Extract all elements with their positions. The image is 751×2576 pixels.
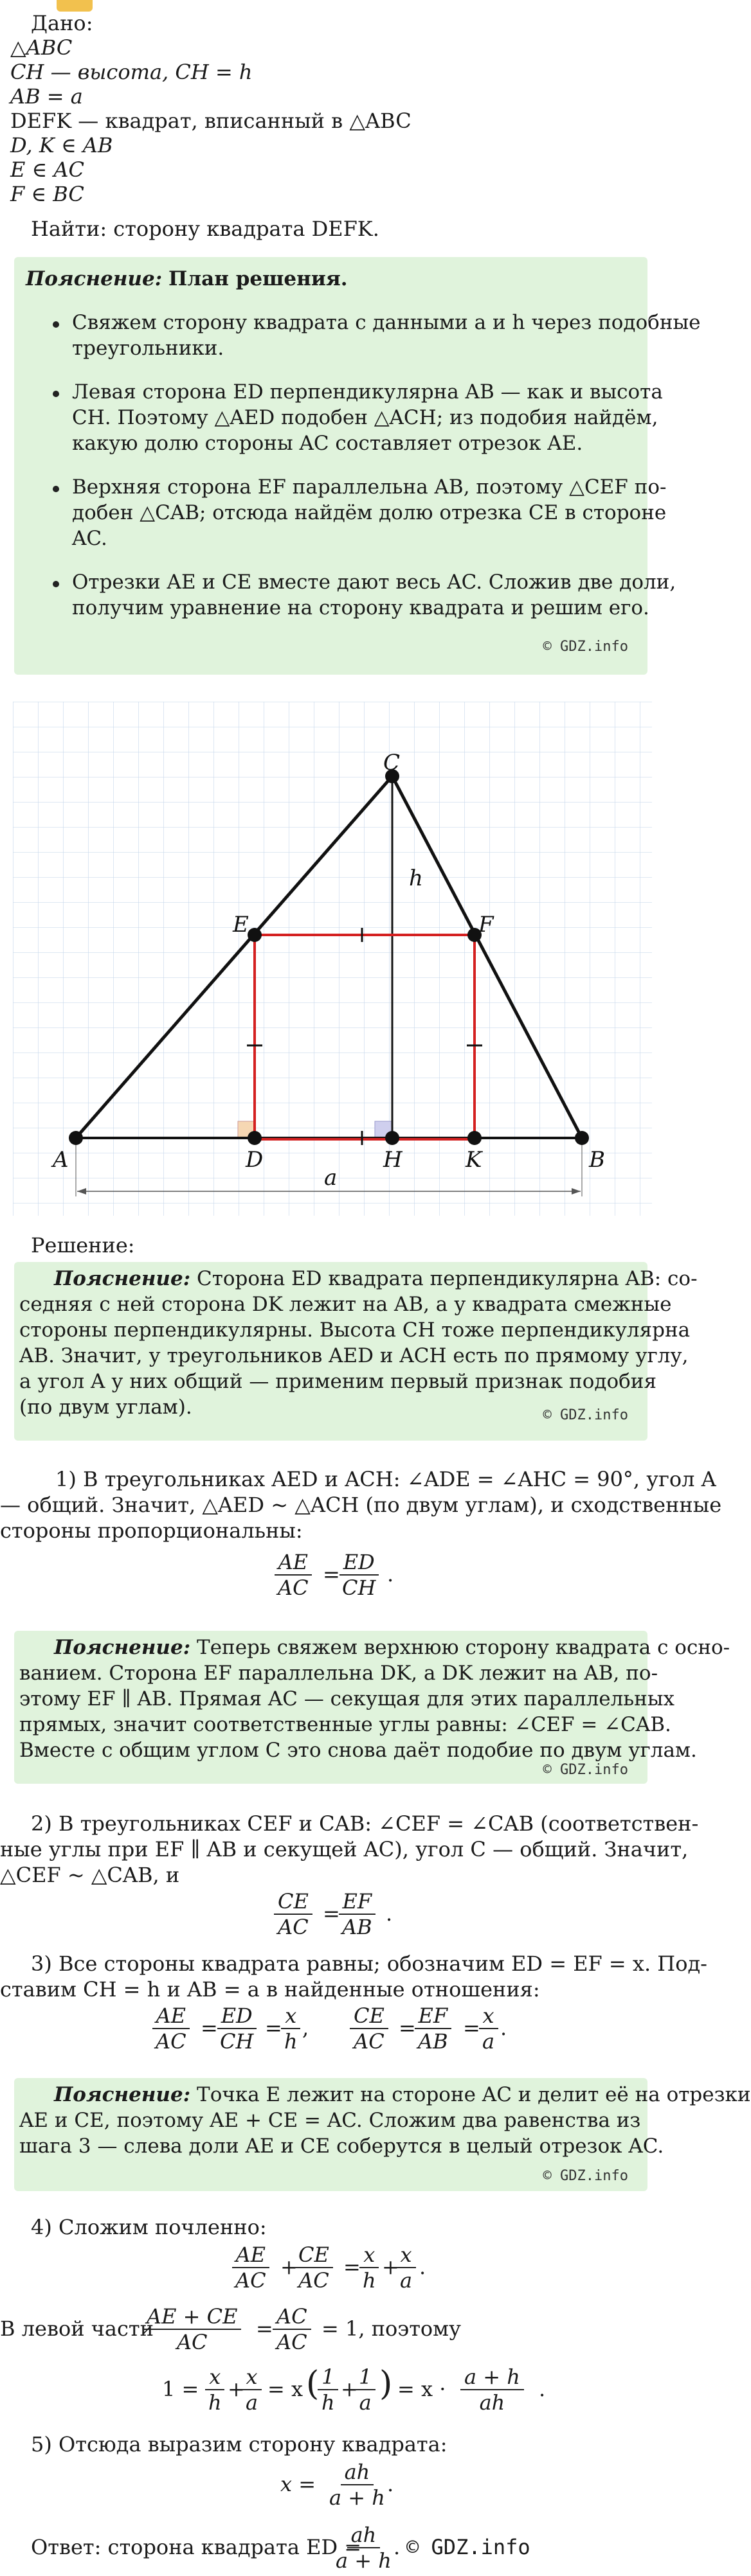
expression: x =	[280, 2472, 316, 2496]
denominator: AC	[298, 2268, 329, 2293]
fraction	[274, 1889, 312, 1939]
fraction	[478, 2003, 498, 2054]
plan-bullet-line: CH. Поэтому △AED подобен △ACH; из подобия найдём,	[72, 406, 658, 429]
denominator: AC	[278, 1915, 309, 1939]
given-line: DEFK — квадрат, вписанный в △ABC	[10, 109, 412, 133]
numerator: ED	[217, 2003, 257, 2029]
numerator: ah	[341, 2460, 374, 2485]
given-line: CH — высота, CH = h	[10, 60, 253, 84]
label-a: a	[324, 1165, 338, 1191]
denominator: AC	[235, 2268, 266, 2293]
numerator: x	[242, 2365, 262, 2390]
given-line: AB = a	[10, 84, 83, 109]
comma: ,	[302, 2016, 309, 2040]
plan-bullet-line: Левая сторона ED перпендикулярна AB — как и высота	[72, 380, 663, 404]
equals-sign: =	[201, 2016, 218, 2040]
period: .	[539, 2377, 546, 2401]
expression: = x ·	[397, 2377, 446, 2401]
explanation-line	[54, 1635, 730, 1660]
watermark: © GDZ.info	[543, 639, 628, 655]
explanation-line: седняя с ней сторона DK лежит на AB, а у квадрата смежные	[19, 1293, 672, 1316]
fraction	[414, 2003, 452, 2054]
denominator: AC	[354, 2029, 385, 2054]
plan-bullet-line: какую долю стороны AC составляет отрезок AE.	[72, 432, 583, 455]
explanation-line: (по двум углам).	[19, 1396, 192, 1419]
point-H	[385, 1131, 399, 1145]
step5-label: 5) Отсюда выразим сторону квадрата:	[31, 2432, 448, 2456]
explanation-box-1	[14, 1262, 698, 1441]
plan-bullet-line: треугольники.	[72, 337, 224, 360]
denominator: a	[359, 2390, 372, 2415]
fraction	[396, 2243, 416, 2293]
explanation-title: Пояснение:	[54, 1636, 191, 1659]
explanation-line: этому EF ∥ AB. Прямая AC — секущая для этих параллельных	[19, 1687, 675, 1710]
equals-sign: =	[343, 2255, 361, 2279]
fraction	[152, 2003, 190, 2054]
plus-sign: +	[280, 2255, 298, 2279]
equals-sign: =	[463, 2016, 480, 2040]
numerator: CE	[274, 1889, 312, 1915]
numerator: ah	[347, 2523, 381, 2548]
explanation-box-2	[14, 1631, 730, 1784]
step3-line: 3) Все стороны квадрата равны; обозначим ED = EF = x. Под-	[31, 1951, 707, 1976]
bullet-icon	[53, 321, 59, 328]
fraction	[318, 2365, 339, 2415]
fraction	[338, 1550, 379, 1600]
equals-sign: =	[323, 1901, 340, 1926]
numerator: CE	[350, 2003, 388, 2029]
bullet-icon	[53, 391, 59, 397]
plan-bullet-line: добен △CAB; отсюда найдём долю отрезка CE в стороне	[72, 501, 667, 524]
fraction	[231, 2243, 270, 2293]
denominator: CH	[342, 1576, 376, 1600]
plan-bullet-line: Свяжем сторону квадрата с данными a и h через подобные	[72, 311, 701, 334]
label-h: h	[409, 866, 423, 891]
fraction	[216, 2003, 257, 2054]
find-line: Найти: сторону квадрата DEFK.	[31, 217, 379, 241]
explanation-line: прямых, значит соответственные углы равны: ∠CEF = ∠CAB.	[19, 1713, 671, 1736]
step1-line: — общий. Значит, △AED ~ △ACH (по двум углам), и сходственные	[0, 1493, 722, 1517]
numerator: AC	[273, 2304, 311, 2330]
label-E: E	[233, 912, 249, 937]
denominator: a	[246, 2390, 258, 2415]
watermark: © GDZ.info	[543, 2168, 628, 2184]
explanation-line: шага 3 — слева доли AE и CE соберутся в целый отрезок AC.	[19, 2135, 664, 2158]
numerator: EF	[415, 2003, 452, 2029]
plan-subtitle: План решения.	[168, 267, 348, 290]
denominator: CH	[220, 2029, 254, 2054]
label-H: H	[383, 1147, 403, 1173]
numerator: AE	[152, 2003, 190, 2029]
given-line: D, K ∈ AB	[10, 133, 113, 157]
label-B: B	[589, 1147, 605, 1173]
denominator: h	[363, 2268, 376, 2293]
label-C: C	[383, 750, 401, 776]
period: .	[500, 2016, 507, 2040]
point-E	[248, 928, 262, 942]
bullet-icon	[53, 581, 59, 587]
numerator: AE + CE	[143, 2304, 241, 2330]
denominator: AC	[278, 1576, 309, 1600]
label-A: A	[53, 1147, 69, 1173]
equals-sign: =	[323, 1562, 340, 1586]
plan-bullet-line: получим уравнение на сторону квадрата и решим его.	[72, 596, 649, 619]
fraction	[204, 2365, 226, 2415]
explanation-box-3	[14, 2078, 751, 2191]
step4-label: 4) Сложим почленно:	[31, 2215, 267, 2239]
numerator: AE	[232, 2243, 269, 2268]
explanation-line	[54, 2082, 751, 2108]
numerator: x	[281, 2003, 300, 2029]
explanation-line: AB. Значит, у треугольников AED и ACH есть по прямому углу,	[19, 1344, 689, 1367]
paren-right: )	[379, 2365, 393, 2403]
plus-sign: +	[228, 2377, 245, 2401]
denominator: ah	[479, 2390, 505, 2415]
explanation-line: Вместе с общим углом C это снова даёт подобие по двум углам.	[19, 1739, 697, 1762]
solution-label: Решение:	[31, 1233, 135, 1257]
fraction	[350, 2003, 388, 2054]
plan-bullet-line: Верхняя сторона EF параллельна AB, поэтому △CEF по-	[72, 475, 667, 499]
answer-text: Ответ: сторона квадрата ED =	[31, 2535, 362, 2559]
point-B	[575, 1131, 589, 1145]
denominator: AC	[276, 2330, 307, 2354]
given-label: Дано:	[31, 11, 93, 35]
fraction	[274, 1550, 312, 1600]
expression: 1 =	[162, 2377, 199, 2401]
plan-heading	[26, 266, 348, 292]
plan-bullet-line: Отрезки AE и CE вместе дают весь AC. Сложив две доли,	[72, 571, 676, 594]
answer-watermark: © GDZ.info	[406, 2535, 530, 2559]
equals-sign: =	[265, 2016, 282, 2040]
watermark: © GDZ.info	[543, 1407, 628, 1423]
fraction	[143, 2304, 241, 2354]
numerator: x	[205, 2365, 224, 2390]
explanation-title: Пояснение:	[54, 1267, 191, 1290]
numerator: 1	[318, 2365, 338, 2390]
step4-text: В левой части	[0, 2316, 154, 2341]
expression: = x	[267, 2377, 303, 2401]
given-line: E ∈ AC	[10, 157, 84, 182]
denominator: h	[284, 2029, 298, 2054]
explanation-line	[54, 1266, 698, 1292]
period: .	[419, 2255, 426, 2279]
explanation-line: стороны перпендикулярны. Высота CH тоже перпендикулярна	[19, 1319, 691, 1342]
explanation-text: Точка E лежит на стороне AC и делит её на отрезки	[197, 2083, 751, 2106]
fraction	[460, 2365, 524, 2415]
denominator: AC	[176, 2330, 208, 2354]
plan-bullet-line: AC.	[72, 527, 107, 550]
plan-box	[14, 257, 701, 675]
given-line: △ABC	[10, 35, 73, 60]
denominator: AB	[342, 1915, 372, 1939]
explanation-text: Сторона ED квадрата перпендикулярна AB: со-	[197, 1267, 698, 1290]
numerator: 1	[355, 2365, 376, 2390]
numerator: AE	[275, 1550, 312, 1576]
step1-line: 1) В треугольниках AED и ACH: ∠ADE = ∠AHC = 90°, угол A	[55, 1467, 716, 1491]
explanation-line: а угол A у них общий — применим первый признак подобия	[19, 1370, 657, 1393]
step4-text: = 1, поэтому	[321, 2316, 461, 2341]
denominator: a + h	[329, 2485, 385, 2510]
paren-left: (	[306, 2365, 320, 2403]
numerator: ED	[339, 1550, 379, 1576]
denominator: AB	[418, 2029, 448, 2054]
numerator: x	[359, 2243, 379, 2268]
denominator: a + h	[336, 2548, 392, 2573]
fraction	[242, 2365, 262, 2415]
numerator: CE	[294, 2243, 333, 2268]
step1-line: стороны пропорциональны:	[0, 1518, 303, 1543]
denominator: h	[208, 2390, 222, 2415]
fraction	[355, 2365, 376, 2415]
denominator: AC	[156, 2029, 186, 2054]
fraction	[280, 2003, 302, 2054]
plan-title: Пояснение:	[26, 267, 163, 290]
fraction	[294, 2243, 333, 2293]
explanation-line: ванием. Сторона EF параллельна DK, а DK лежит на AB, по-	[19, 1662, 658, 1685]
label-D: D	[246, 1147, 264, 1173]
step2-line: 2) В треугольниках CEF и CAB: ∠CEF = ∠CAB (соответствен-	[31, 1811, 699, 1836]
label-F: F	[478, 912, 494, 937]
numerator: a + h	[460, 2365, 524, 2390]
label-K: K	[466, 1147, 482, 1173]
period: .	[394, 2535, 401, 2559]
geometry-figure	[13, 702, 652, 1216]
explanation-title: Пояснение:	[54, 2083, 191, 2106]
point-A	[69, 1131, 83, 1145]
explanation-text: Теперь свяжем верхнюю сторону квадрата с осно-	[197, 1636, 730, 1659]
numerator: EF	[339, 1889, 376, 1915]
bullet-icon	[53, 486, 59, 492]
equals-sign: =	[256, 2316, 273, 2341]
fraction	[325, 2460, 389, 2510]
point-K	[467, 1131, 482, 1145]
given-line: F ∈ BC	[10, 182, 84, 206]
watermark: © GDZ.info	[543, 1762, 628, 1778]
step2-line: ные углы при EF ∥ AB и секущей AC), угол C — общий. Значит,	[0, 1837, 689, 1861]
step3-line: ставим CH = h и AB = a в найденные отношения:	[0, 1977, 540, 2002]
period: .	[387, 2472, 394, 2496]
denominator: h	[321, 2390, 335, 2415]
point-D	[248, 1131, 262, 1145]
step2-line: △CEF ~ △CAB, и	[0, 1863, 180, 1887]
period: .	[386, 1901, 393, 1926]
explanation-line: AE и CE, поэтому AE + CE = AC. Сложим два равенства из	[19, 2109, 641, 2132]
numerator: x	[479, 2003, 498, 2029]
fraction	[273, 2304, 311, 2354]
fraction	[359, 2243, 380, 2293]
plus-sign: +	[382, 2255, 399, 2279]
denominator: a	[482, 2029, 495, 2054]
fraction	[338, 1889, 376, 1939]
denominator: a	[400, 2268, 413, 2293]
fraction	[332, 2523, 395, 2573]
equals-sign: =	[399, 2016, 416, 2040]
numerator: x	[397, 2243, 416, 2268]
plus-sign: +	[341, 2377, 358, 2401]
period: .	[387, 1562, 394, 1586]
